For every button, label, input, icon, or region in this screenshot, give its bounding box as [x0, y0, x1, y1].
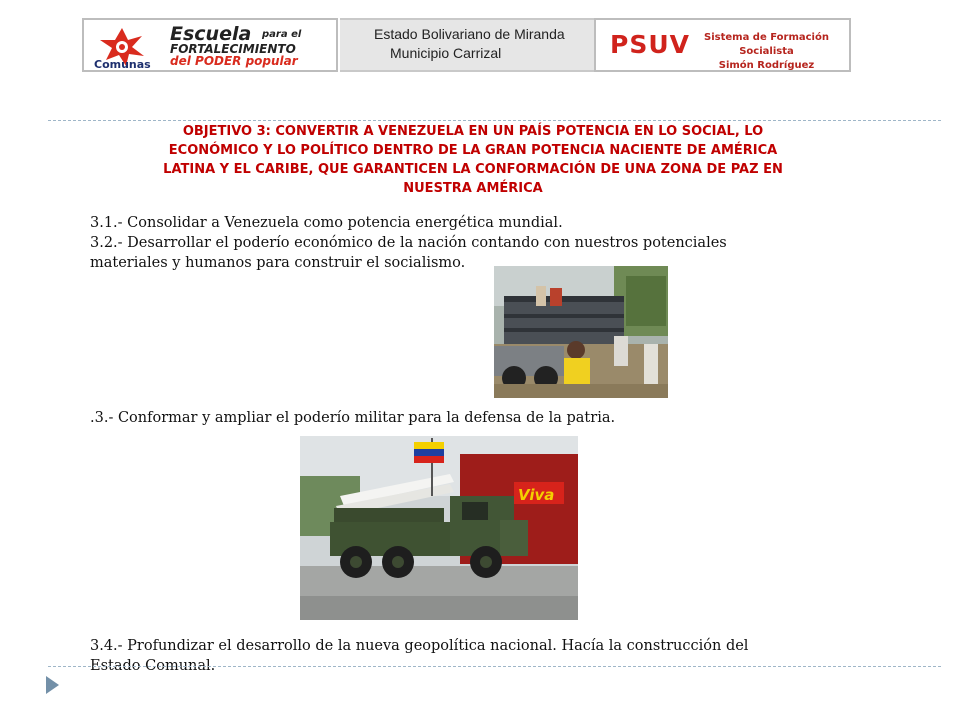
logo-caption: Comunas	[94, 58, 151, 70]
heading-line1: OBJETIVO 3: CONVERTIR A VENEZUELA EN UN PAÍS POTENCIA EN LO SOCIAL, LO	[182, 124, 764, 139]
heading-line4: NUESTRA AMÉRICA	[403, 181, 543, 196]
logo-line3: del PODER popular	[170, 54, 298, 68]
heading-line2: ECONÓMICO Y LO POLÍTICO DENTRO DE LA GRAN POTENCIA NACIENTE DE AMÉRICA	[168, 143, 778, 158]
item-3-1: 3.1.- Consolidar a Venezuela como potencia energética mundial.	[90, 215, 563, 231]
photo-banner-text: Viva	[518, 486, 555, 504]
logo-line2: FORTALECIMIENTO	[170, 42, 296, 56]
state-line1: Estado Bolivariano de Miranda	[374, 26, 565, 42]
item-3-2-line1: 3.2.- Desarrollar el poderío económico de la nación contando con nuestros potenciales	[90, 235, 727, 251]
psuv-logo	[594, 18, 851, 72]
psuv-sub-line1: Sistema de Formación Socialista	[704, 32, 829, 57]
logo-line1: Escuela	[170, 23, 252, 45]
top-divider	[48, 120, 941, 121]
item-3-4-line2: Estado Comunal.	[90, 658, 216, 674]
next-slide-arrow-icon[interactable]	[46, 676, 59, 694]
header-banner	[82, 18, 852, 74]
photo-military-truck	[300, 436, 578, 620]
objective-heading	[88, 122, 858, 198]
item-3-2-line2: materiales y humanos para construir el socialismo.	[90, 255, 466, 271]
escuela-logo-graphic	[84, 20, 336, 70]
psuv-word: PSUV	[610, 30, 690, 59]
item-3-3: .3.- Conformar y ampliar el poderío militar para la defensa de la patria.	[90, 410, 616, 426]
photo-workers-truck	[494, 266, 668, 398]
escuela-logo	[82, 18, 338, 72]
item-3-4-line1: 3.4.- Profundizar el desarrollo de la nueva geopolítica nacional. Hacía la construcción del	[90, 638, 749, 654]
state-line2: Municipio Carrizal	[390, 45, 502, 61]
psuv-subtitle	[684, 31, 849, 73]
venezuela-flag-icon	[414, 442, 444, 463]
logo-line1b: para el	[262, 29, 302, 40]
heading-line3: LATINA Y EL CARIBE, QUE GARANTICEN LA CONFORMACIÓN DE UNA ZONA DE PAZ EN	[163, 162, 783, 177]
psuv-sub-line2: Simón Rodríguez	[718, 60, 815, 71]
bottom-divider	[48, 666, 941, 667]
